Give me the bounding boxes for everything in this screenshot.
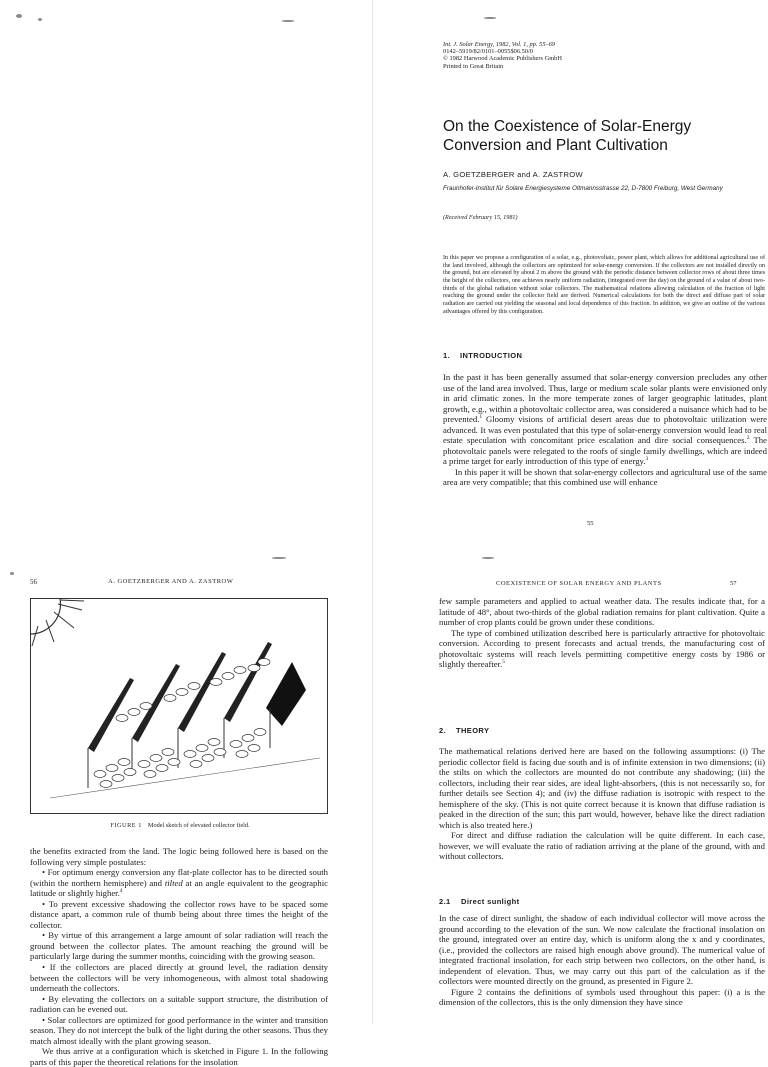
theory-text: [439, 746, 765, 862]
page-number-57: 57: [730, 580, 737, 587]
configuration-paragraph: We thus arrive at a configuration which is sketched in Figure 1. In the following parts of this paper the theoretical relations for the insolation: [30, 1046, 328, 1067]
reference-marker: 2: [746, 435, 750, 442]
section-number: 2.: [439, 726, 447, 735]
direct-paragraph-1: In the case of direct sunlight, the shadow of each individual collector will move across the ground according to the elevation of the sun. We now calculate the fractional insolation on the ground, integrated over an entire day, which is uniform along the x and y coordinates, (i.e., provided the collectors are raised high enough above ground). The numerical value of integrated fractional insolation, for each strip between two collectors, on the other hand, is independent of elevation. Thus, we may carry out this part of the calculation as if the collectors were mounted directly on the ground, as presented in Figure 2.: [439, 913, 765, 987]
page56-body: [30, 846, 328, 1067]
reference-marker: 3: [645, 456, 649, 463]
postulate-1: • For optimum energy conversion any flat-plate collector has to be directed south (within the northern hemisphere) and tilted at an angle equivalent to the geographic latitude or slightly higher.$^4$: [30, 867, 328, 899]
postulate-4: • If the collectors are placed directly at ground level, the radiation density between the collectors will be very inhomogeneous, with almost total shadowing underneath the collectors.: [30, 962, 328, 994]
abstract: In this paper we propose a configuration of a solar, e.g., photovoltaic, power plant, which allows for additional agricultural use of the land involved, although the collectors are optimized for solar-energy conversion. If the collectors are not installed directly on the ground, but are elevated by about 2 m above the ground with the periodic distance between collector rows of about three times the height of the collectors, one achieves nearly uniform radiation, (integrated over the day) on the ground of a value of about two-thirds of the global radiation without solar collectors. The mathematical relations allowing calculation of the fraction of light reaching the ground under the collector field are derived. Numerical calculations for both the direct and diffuse part of solar radiation are carried out yielding the seasonal and local dependence of this fraction. In addition, we give an outline of the various advantages offered by this configuration.: [443, 255, 765, 315]
photovoltaic-paragraph: [439, 628, 765, 670]
results-paragraph: few sample parameters and applied to actual weather data. The results indicate that, for a latitude of 48°, about two-thirds of the global radiation remains for plant cultivation. Quite a number of crop plants could be grown under these conditions.: [439, 596, 765, 628]
page-number-56: 56: [30, 578, 37, 586]
introduction-text: [443, 372, 767, 488]
page-number-55: 55: [587, 520, 594, 527]
author-affiliation: Fraunhofer-Institut für Solare Energiesysteme Oltmannsstrasse 22, D-7800 Freiburg, West Germany: [443, 185, 723, 192]
postulate-4-text: If the collectors are placed directly at ground level, the radiation density between the collectors will be very inhomogeneous, with almost total shadowing underneath the collectors.: [30, 962, 328, 994]
postulate-1-text-b: at an angle equivalent to the geographic latitude or slightly higher.: [30, 877, 328, 899]
intro-paragraph-2: In this paper it will be shown that solar-energy collectors and agricultural use of the same area are very compatible; that this combined use will enhance: [443, 466, 767, 488]
figure-1-caption: [30, 822, 330, 829]
running-head-authors: A. GOETZBERGER AND A. ZASTROW: [108, 578, 234, 585]
scan-speck: [282, 20, 294, 22]
postulate-2-text: To prevent excessive shadowing the collector rows have to be spaced some distance apart, a common rule of thumb being about three times the height of the collector.: [30, 898, 329, 930]
printed-in: Printed in Great Britain: [443, 62, 504, 70]
paper-title: On the Coexistence of Solar-Energy Conversion and Plant Cultivation: [443, 118, 692, 154]
page57-intro-continued: [439, 596, 765, 670]
ground-hatching: [50, 758, 320, 798]
postulates-intro: the benefits extracted from the land. The logic being followed here is based on the following very simple postulates:: [30, 846, 328, 867]
scan-speck: [10, 572, 14, 575]
collector-field-drawing: [30, 598, 328, 814]
postulate-2: • To prevent excessive shadowing the collector rows have to be spaced some distance apart, a common rule of thumb being about three times the height of the collector.: [30, 898, 329, 930]
copyright-line: © 1982 Harwood Academic Publishers GmbH: [443, 55, 562, 63]
paper-authors: A. GOETZBERGER and A. ZASTROW: [443, 170, 583, 179]
figure-label: FIGURE 1: [110, 822, 142, 829]
postulate-6: • Solar collectors are optimized for good performance in the winter and transition season. They do not intercept the bulk of the light during the other seasons. Thus they match almost ideally with the plant growing season.: [30, 1014, 328, 1046]
journal-citation: Int. J. Solar Energy, 1982, Vol. 1, pp. 55–69: [443, 41, 556, 48]
postulate-5: • By elevating the collectors on a suitable support structure, the distribution of radiation can be evened out.: [30, 993, 328, 1015]
section-heading-theory: [439, 726, 489, 735]
section-title: THEORY: [456, 726, 490, 735]
photovoltaic-text: The type of combined utilization described here is particularly attractive for photovoltaic conversion. According to present forecasts and actual trends, the manufacturing cost of photovoltaic systems will reach levels permitting competitive energy costs by 1986 or slightly thereafter.: [439, 627, 765, 670]
issn-code: 0142–5919/82/0101–0055$06.50/0: [443, 48, 534, 56]
section-title: INTRODUCTION: [460, 351, 523, 360]
section-heading-direct-sunlight: [439, 897, 520, 906]
running-head-title: COEXISTENCE OF SOLAR ENERGY AND PLANTS: [496, 580, 662, 587]
page-gutter: [372, 0, 373, 1024]
publication-info: [443, 41, 743, 70]
direct-sunlight-text: [439, 913, 765, 1008]
scan-speck: [38, 18, 42, 21]
figure-caption-text: Model sketch of elevated collector field.: [147, 822, 250, 829]
scan-speck: [272, 557, 286, 559]
section-title: Direct sunlight: [461, 897, 520, 906]
sun-icon: [31, 599, 61, 635]
direct-paragraph-2: Figure 2 contains the definitions of symbols used throughout this paper: (i) a is the dimension of the collectors, this is the only dimension they have since: [439, 986, 765, 1008]
intro-paragraph-1: [443, 372, 767, 467]
intro-text-a: In the past it has been generally assumed that solar-energy conversion precludes any other use of the land area involved. Thus, large or medium scale solar plants were envisioned only in arid climatic zones. In the more temperate zones of larger geographic latitudes, plant growth, e.g., within a photovoltaic collector area, was considered a nuisance which had to be prevented.: [443, 372, 767, 425]
scan-speck: [16, 14, 22, 18]
postulate-6-text: Solar collectors are optimized for good performance in the winter and transition season. They do not intercept the bulk of the light during the other seasons. Thus they match almost ideally with the plant growing season.: [30, 1014, 328, 1046]
received-date: (Received February 15, 1981): [443, 214, 518, 221]
reference-marker: 1: [479, 414, 483, 421]
postulate-5-text: By elevating the collectors on a suitable support structure, the distribution of radiation can be evened out.: [30, 993, 328, 1015]
reference-marker: 4: [119, 888, 123, 895]
postulate-3: • By virtue of this arrangement a large amount of solar radiation will reach the ground between the collector plates. The amount reaching the ground will be particularly large during the summer months, coinciding with the growing season.: [30, 930, 329, 962]
theory-paragraph-2: For direct and diffuse radiation the calculation will be quite different. In each case, however, we will evaluate the ratio of radiation arriving at the plane of the ground, with and without collectors.: [439, 830, 765, 862]
intro-text-b: Gloomy visions of artificial desert areas due to photovoltaic utilization were advanced. It was even postulated that this type of solar-energy conversion would lead to real estate speculation with concomitant price escalation and dire social consequences.: [443, 414, 767, 446]
sun-rays: [32, 600, 84, 646]
section-heading-introduction: [443, 351, 522, 360]
theory-paragraph-1: The mathematical relations derived here are based on the following assumptions: (i) The periodic collector field is facing due south and is of infinite extension in two dimensions; (ii) the stilts on which the collectors are mounted do not contribute any shadowing; (iii) the collectors, including their rear sides, are ideal light-absorbers, (this is not necessarily so, for further details see Section 4); and (iv) the diffuse radiation is isotropic with respect to the hemisphere of the sky. (This is not quite correct because it is known that diffuse radiation is peaked in the direction of the sun; this part would, however, behave like the direct radiation which is also treated here.): [439, 746, 765, 830]
section-number: 2.1: [439, 897, 451, 906]
scan-speck: [482, 557, 494, 559]
postulate-3-text: By virtue of this arrangement a large amount of solar radiation will reach the ground between the collector plates. The amount reaching the ground will be particularly large during the summer months, coinciding with the growing season.: [30, 930, 329, 962]
postulate-1-text: For optimum energy conversion any flat-plate collector has to be directed south (within the northern hemisphere) and: [30, 867, 328, 888]
reference-marker: 5: [502, 659, 505, 666]
scan-speck: [484, 17, 496, 19]
section-number: 1.: [443, 351, 451, 360]
postulate-1-emphasis: tilted: [164, 877, 183, 888]
intro-text-c: The photovoltaic panels were relegated to the roofs of single family dwellings, which are indeed a prime target for early introduction of this type of energy.: [443, 435, 767, 467]
figure-1-sketch: [30, 598, 328, 814]
